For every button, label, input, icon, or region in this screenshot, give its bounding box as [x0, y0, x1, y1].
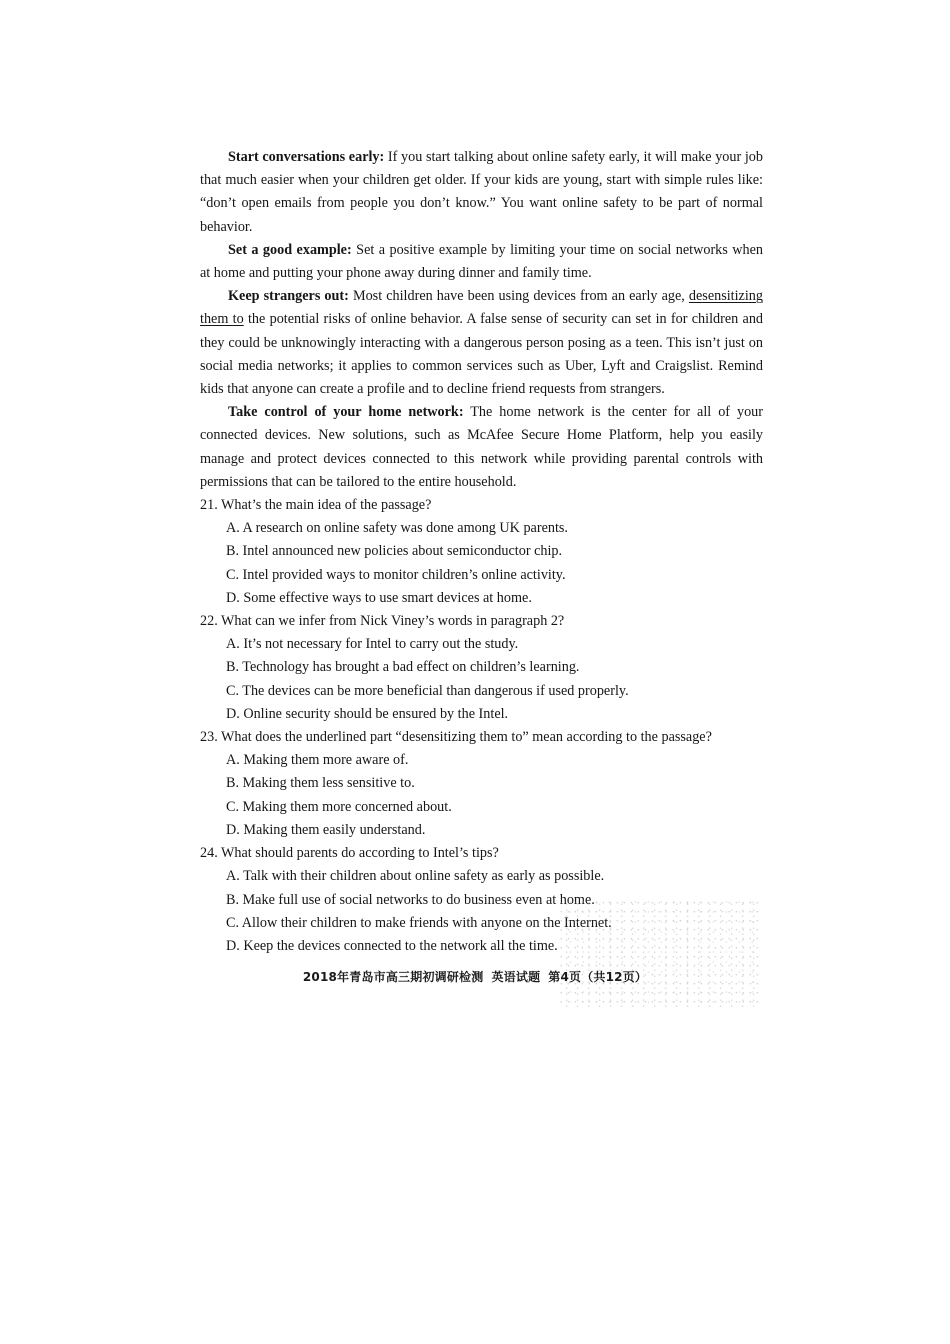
question-21 — [200, 494, 763, 610]
passage-paragraph-strangers — [200, 285, 763, 401]
question-stem: 23. What does the underlined part “desensitizing them to” mean according to the passage? — [200, 729, 712, 746]
paragraph-text: The home network is the center for all of your connected devices. New solutions, such as McAfee Secure Home Platform, help you easily manage and protect devices connected to this network while providing parental controls with permissions that can be tailored to the entire household. — [200, 404, 763, 490]
passage-paragraph-network — [200, 401, 763, 494]
page-footer — [0, 968, 950, 985]
passage-paragraph-conversations — [200, 146, 763, 239]
question-stem: 24. What should parents do according to Intel’s tips? — [200, 845, 499, 862]
answer-option-a: A. A research on online safety was done among UK parents. — [226, 520, 568, 537]
answer-option-a: A. It’s not necessary for Intel to carry out the study. — [226, 636, 519, 653]
paragraph-text: Most children have been using devices from an early age, — [348, 288, 689, 305]
answer-option-c: C. The devices can be more beneficial than dangerous if used properly. — [226, 682, 629, 699]
paragraph-heading: Take control of your home network: — [228, 404, 464, 421]
exam-page-body — [200, 146, 763, 958]
question-24 — [200, 842, 763, 958]
paragraph-heading: Keep strangers out: — [228, 288, 349, 305]
answer-option-c: C. Making them more concerned about. — [226, 798, 452, 815]
answer-option-b: B. Intel announced new policies about semiconductor chip. — [226, 543, 563, 560]
question-23 — [200, 726, 763, 842]
answer-option-d: D. Online security should be ensured by the Intel. — [226, 705, 509, 722]
answer-option-d: D. Keep the devices connected to the network all the time. — [226, 937, 558, 954]
answer-option-d: D. Some effective ways to use smart devices at home. — [226, 589, 532, 606]
answer-option-b: B. Technology has brought a bad effect on children’s learning. — [226, 659, 580, 676]
underlined-phrase: desensitizing them to — [200, 288, 763, 328]
subject-title: 英语试题 — [491, 970, 541, 984]
exam-title: 2018年青岛市高三期初调研检测 — [302, 970, 484, 984]
answer-option-c: C. Intel provided ways to monitor children’s online activity. — [226, 566, 566, 583]
answer-option-c: C. Allow their children to make friends with anyone on the Internet. — [226, 914, 612, 931]
answer-option-d: D. Making them easily understand. — [226, 821, 426, 838]
paragraph-heading: Start conversations early: — [228, 149, 385, 165]
question-stem: 22. What can we infer from Nick Viney’s words in paragraph 2? — [200, 613, 565, 630]
answer-option-a: A. Talk with their children about online safety as early as possible. — [226, 868, 605, 885]
question-stem: 21. What’s the main idea of the passage? — [200, 497, 432, 514]
question-22 — [200, 610, 763, 726]
answer-option-b: B. Making them less sensitive to. — [226, 775, 415, 792]
paragraph-text: If you start talking about online safety early, it will make your job that much easier when your children get older. If your kids are young, start with simple rules like: “don’t open emails from people you don’t know.” You want online safety to be part of normal behavior. — [200, 149, 763, 235]
paragraph-text: the potential risks of online behavior. A false sense of security can set in for children and they could be unknowingly interacting with a dangerous person posing as a teen. This isn’t just on social media networks; it applies to common services such as Uber, Lyft and Craigslist. Remind kids that anyone can create a profile and to decline friend requests from strangers. — [200, 311, 764, 398]
answer-option-a: A. Making them more aware of. — [226, 752, 409, 769]
page-number: 第4页（共12页） — [548, 970, 648, 984]
answer-option-b: B. Make full use of social networks to do business even at home. — [226, 891, 595, 908]
paragraph-text: Set a positive example by limiting your time on social networks when at home and putting your phone away during dinner and family time. — [200, 241, 763, 282]
paragraph-heading: Set a good example: — [228, 241, 352, 258]
passage-paragraph-example — [200, 239, 763, 285]
